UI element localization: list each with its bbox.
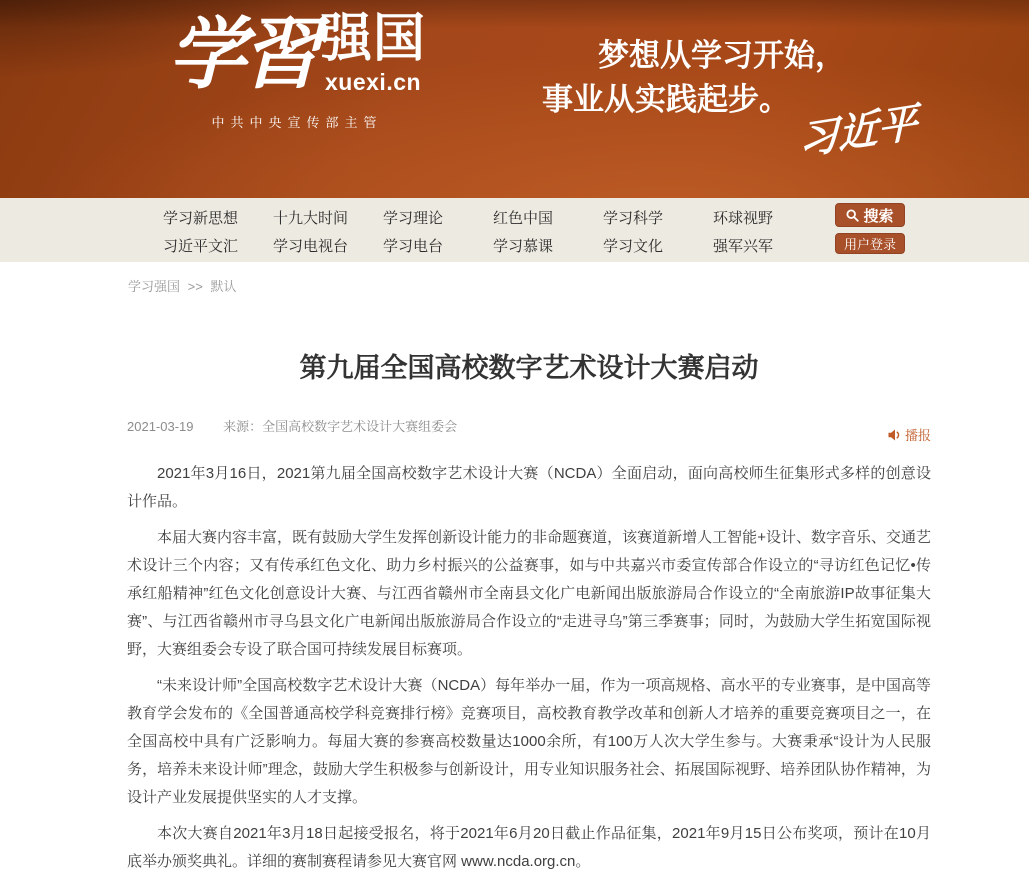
article-source: 全国高校数字艺术设计大赛组委会 [262, 419, 458, 435]
logo-block-text: 强国 [320, 10, 427, 69]
speaker-icon [888, 429, 902, 441]
search-button-label: 搜索 [863, 207, 894, 225]
nav-link[interactable]: 环球视野 [713, 210, 774, 227]
nav-row-2 [163, 235, 823, 258]
nav-buttons [835, 203, 905, 254]
nav-link[interactable]: 学习科学 [603, 210, 664, 227]
article [127, 351, 931, 876]
nav-link[interactable]: 习近平文汇 [163, 238, 239, 255]
nav-link[interactable]: 学习电台 [383, 238, 444, 255]
article-paragraph: “未来设计师”全国高校数字艺术设计大赛（NCDA）每年举办一届，作为一项高规格、高水平的专业赛事，是中国高等教育学会发布的《全国普通高校学科竞赛排行榜》竞赛项目，高校教育教学改革和创新人才培养的重要竞赛项目之一，在全国高校中具有广泛影响力。每届大赛的参赛高校数量达1000余所，有100万人次大学生参与。大赛秉承“设计为人民服务，培养未来设计师”理念，鼓励大学生积极参与创新设计，用专业知识服务社会、拓展国际视野、培养团队协作精神，为设计产业发展提供坚实的人才支撑。 [127, 677, 931, 807]
user-login-button[interactable] [835, 233, 905, 254]
breadcrumb-site[interactable]: 学习强国 [128, 279, 181, 294]
logo-calligraphy-text: 学習 [168, 9, 317, 100]
nav-row-1 [163, 207, 823, 230]
site-logo[interactable] [168, 6, 426, 131]
logo-domain-text: xuexi.cn [325, 68, 422, 95]
article-paragraph: 2021年3月16日，2021第九届全国高校数字艺术设计大赛（NCDA）全面启动，面向高校师生征集形式多样的创意设计作品。 [127, 465, 931, 511]
nav-link[interactable]: 学习电视台 [273, 238, 349, 255]
xi-jinping-signature: 习近平 [798, 98, 918, 165]
search-icon [846, 209, 859, 222]
logo-wordmark [168, 6, 426, 104]
main-navbar [0, 198, 1029, 262]
article-paragraph: 本次大赛自2021年3月18日起接受报名，将于2021年6月20日截止作品征集，2021年9月15日公布奖项，预计在10月底举办颁奖典礼。详细的赛制赛程请参见大赛官网 www.ncda.org.cn。 [127, 825, 931, 871]
article-date: 2021-03-19 [127, 419, 194, 435]
nav-link[interactable]: 学习慕课 [493, 238, 554, 255]
slogan-line-2: 事业从实践起步。 [542, 82, 790, 117]
breadcrumb-section[interactable]: 默认 [210, 279, 237, 294]
nav-links [163, 207, 823, 258]
article-source-label: 来源： [223, 419, 263, 435]
article-meta [127, 416, 931, 444]
article-body [127, 460, 931, 876]
user-login-label: 用户登录 [843, 237, 896, 252]
nav-link[interactable]: 学习文化 [603, 238, 664, 255]
slogan-line-1: 梦想从学习开始， [598, 38, 846, 73]
search-button[interactable] [835, 203, 905, 227]
article-paragraph: 本届大赛内容丰富，既有鼓励大学生发挥创新设计能力的非命题赛道，该赛道新增人工智能+设计、数字音乐、交通艺术设计三个内容；又有传承红色文化、助力乡村振兴的公益赛事，如与中共嘉兴市委宣传部合作设立的“寻访红色记忆•传承红船精神”红色文化创意设计大赛、与江西省赣州市全南县文化广电新闻出版旅游局合作设立的“全南旅游IP故事征集大赛”、与江西省赣州市寻乌县文化广电新闻出版旅游局合作设立的“走进寻乌”第三季赛事；同时，为鼓励大学生拓宽国际视野，大赛组委会专设了联合国可持续发展目标赛项。 [127, 529, 931, 659]
site-header [0, 0, 1029, 198]
breadcrumb-separator: >> [187, 279, 203, 294]
nav-link[interactable]: 红色中国 [493, 210, 554, 227]
nav-link[interactable]: 十九大时间 [273, 210, 349, 227]
nav-link[interactable]: 学习理论 [383, 210, 444, 227]
nav-link[interactable]: 强军兴军 [713, 238, 774, 255]
nav-link[interactable]: 学习新思想 [163, 210, 239, 227]
page-title: 第九届全国高校数字艺术设计大赛启动 [299, 353, 759, 383]
broadcast-button[interactable] [888, 425, 931, 444]
broadcast-label: 播报 [904, 428, 931, 444]
breadcrumb [0, 262, 1029, 295]
logo-supervisor-text: 中共中央宣传部主管 [211, 114, 383, 130]
